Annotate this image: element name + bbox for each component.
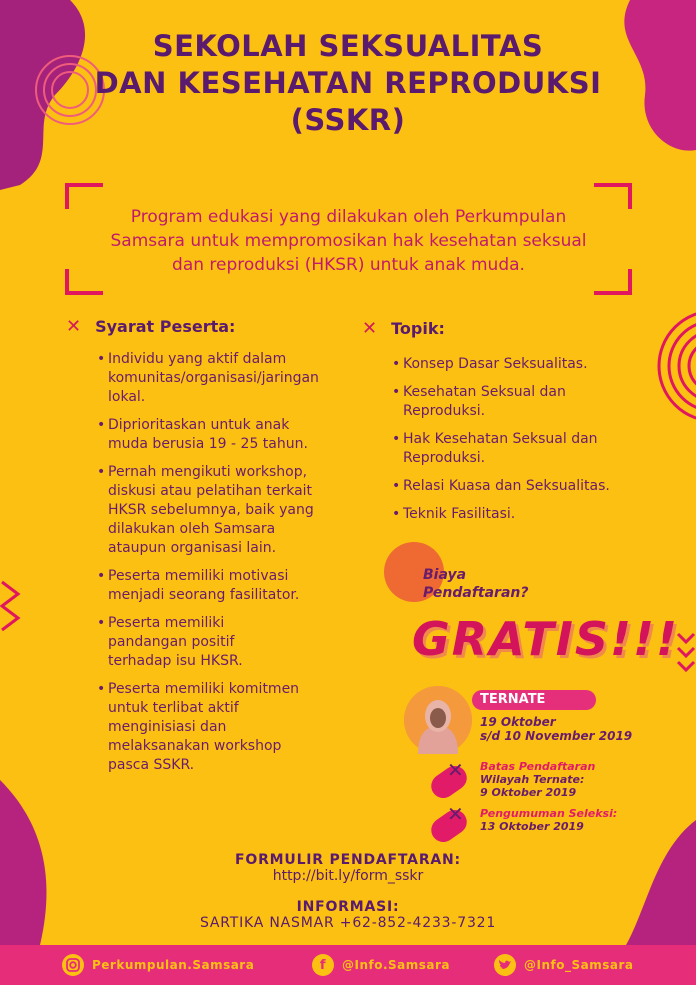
topik-item xyxy=(392,383,662,421)
batas-note xyxy=(480,760,595,799)
syarat-item-line: • Peserta memiliki komitmen xyxy=(108,681,300,697)
event-date-line: 19 Oktober xyxy=(480,715,556,729)
form-heading: FORMULIR PENDAFTARAN: xyxy=(235,852,461,868)
twitter-handle: @Info_Samsara xyxy=(524,958,634,972)
topik-item-line: • Hak Kesehatan Seksual dan xyxy=(403,431,598,447)
x-mark-icon: ✕ xyxy=(66,316,82,337)
syarat-item-line: terhadap isu HKSR. xyxy=(108,653,243,669)
syarat-heading-label: Syarat Peserta: xyxy=(95,317,236,336)
pengumuman-date: 13 Oktober 2019 xyxy=(480,820,584,833)
syarat-item-line: diskusi atau pelatihan terkait xyxy=(108,483,313,499)
instagram-icon xyxy=(62,954,84,976)
syarat-item-line: • Pernah mengikuti workshop, xyxy=(108,464,308,480)
batas-line: Batas Pendaftaran xyxy=(480,760,596,773)
topik-item-line: • Relasi Kuasa dan Seksualitas. xyxy=(403,478,610,494)
footer-bar xyxy=(0,945,696,985)
syarat-list xyxy=(97,350,367,784)
intro-text xyxy=(65,205,632,277)
intro-line: Samsara untuk mempromosikan hak kesehatan seksual xyxy=(110,231,587,251)
syarat-item xyxy=(97,680,367,775)
syarat-item-line: HKSR sebelumnya, baik yang xyxy=(108,502,314,518)
twitter-link[interactable] xyxy=(494,954,633,976)
biaya-line: Biaya xyxy=(423,567,467,583)
topik-item-line: • Konsep Dasar Seksualitas. xyxy=(403,356,588,372)
batas-date: 9 Oktober 2019 xyxy=(480,786,577,799)
instagram-link[interactable] xyxy=(62,954,254,976)
topik-item xyxy=(392,505,662,524)
page-title xyxy=(0,28,696,139)
form-url[interactable]: http://bit.ly/form_sskr xyxy=(272,868,424,884)
syarat-item-line: menjadi seorang fasilitator. xyxy=(108,587,300,603)
syarat-item-line: • Individu yang aktif dalam xyxy=(108,351,287,367)
gratis-label: GRATIS!!! xyxy=(412,612,679,666)
x-mark-icon: ✕ xyxy=(362,318,378,339)
facebook-link[interactable] xyxy=(312,954,450,976)
biaya-question xyxy=(423,566,529,602)
instagram-handle: Perkumpulan.Samsara xyxy=(92,958,255,972)
topik-list xyxy=(392,355,662,533)
x-mark-icon: ✕ xyxy=(447,802,464,826)
topik-item xyxy=(392,477,662,496)
event-date-line: s/d 10 November 2019 xyxy=(480,729,633,743)
info-contact: SARTIKA NASMAR +62-852-4233-7321 xyxy=(199,915,497,931)
intro-line: Program edukasi yang dilakukan oleh Perkumpulan xyxy=(130,207,567,227)
syarat-item-line: dilakukan oleh Samsara xyxy=(108,521,276,537)
info-section xyxy=(0,899,696,931)
topik-item-line: Reproduksi. xyxy=(403,403,486,419)
title-line-2: DAN KESEHATAN REPRODUKSI xyxy=(94,66,602,100)
syarat-heading xyxy=(66,316,235,337)
decor-left-zigzag xyxy=(0,580,22,640)
form-section xyxy=(0,852,696,884)
ternate-badge: TERNATE xyxy=(472,690,596,710)
info-heading: INFORMASI: xyxy=(296,899,400,915)
syarat-item-line: ataupun organisasi lain. xyxy=(108,540,277,556)
topik-item-line: • Kesehatan Seksual dan xyxy=(403,384,566,400)
title-line-1: SEKOLAH SEKSUALITAS xyxy=(152,29,544,63)
syarat-item xyxy=(97,463,367,558)
syarat-item-line: • Diprioritaskan untuk anak xyxy=(108,417,290,433)
pengumuman-note xyxy=(480,807,617,833)
syarat-item xyxy=(97,350,367,407)
syarat-item-line: muda berusia 19 - 25 tahun. xyxy=(108,436,308,452)
topik-item xyxy=(392,355,662,374)
pengumuman-label: Pengumuman Seleksi: xyxy=(480,807,618,820)
batas-line: Wilayah Ternate: xyxy=(480,773,585,786)
syarat-item-line: • Peserta memiliki xyxy=(108,615,225,631)
syarat-item-line: lokal. xyxy=(108,389,146,405)
facebook-icon: f xyxy=(312,954,334,976)
syarat-item-line: menginisiasi dan xyxy=(108,719,227,735)
syarat-item-line: pasca SSKR. xyxy=(108,757,195,773)
syarat-item-line: • Peserta memiliki motivasi xyxy=(108,568,289,584)
topik-heading-label: Topik: xyxy=(391,319,445,338)
syarat-item xyxy=(97,416,367,454)
syarat-item xyxy=(97,614,367,671)
hijab-person-icon xyxy=(404,686,472,754)
intro-line: dan reproduksi (HKSR) untuk anak muda. xyxy=(172,255,525,275)
title-line-3: (SSKR) xyxy=(290,103,406,137)
event-dates xyxy=(480,715,632,743)
biaya-line: Pendaftaran? xyxy=(423,585,529,601)
facebook-handle: @Info.Samsara xyxy=(342,958,451,972)
avatar xyxy=(404,686,472,754)
topik-item-line: Reproduksi. xyxy=(403,450,486,466)
syarat-item xyxy=(97,567,367,605)
topik-item-line: • Teknik Fasilitasi. xyxy=(403,506,516,522)
twitter-icon xyxy=(494,954,516,976)
syarat-item-line: pandangan positif xyxy=(108,634,235,650)
syarat-item-line: komunitas/organisasi/jaringan xyxy=(108,370,319,386)
syarat-item-line: untuk terlibat aktif xyxy=(108,700,239,716)
topik-item xyxy=(392,430,662,468)
topik-heading xyxy=(362,318,445,339)
syarat-item-line: melaksanakan workshop xyxy=(108,738,282,754)
intro-frame xyxy=(65,183,632,295)
x-mark-icon: ✕ xyxy=(447,758,464,782)
decor-right-chevrons xyxy=(676,632,696,680)
